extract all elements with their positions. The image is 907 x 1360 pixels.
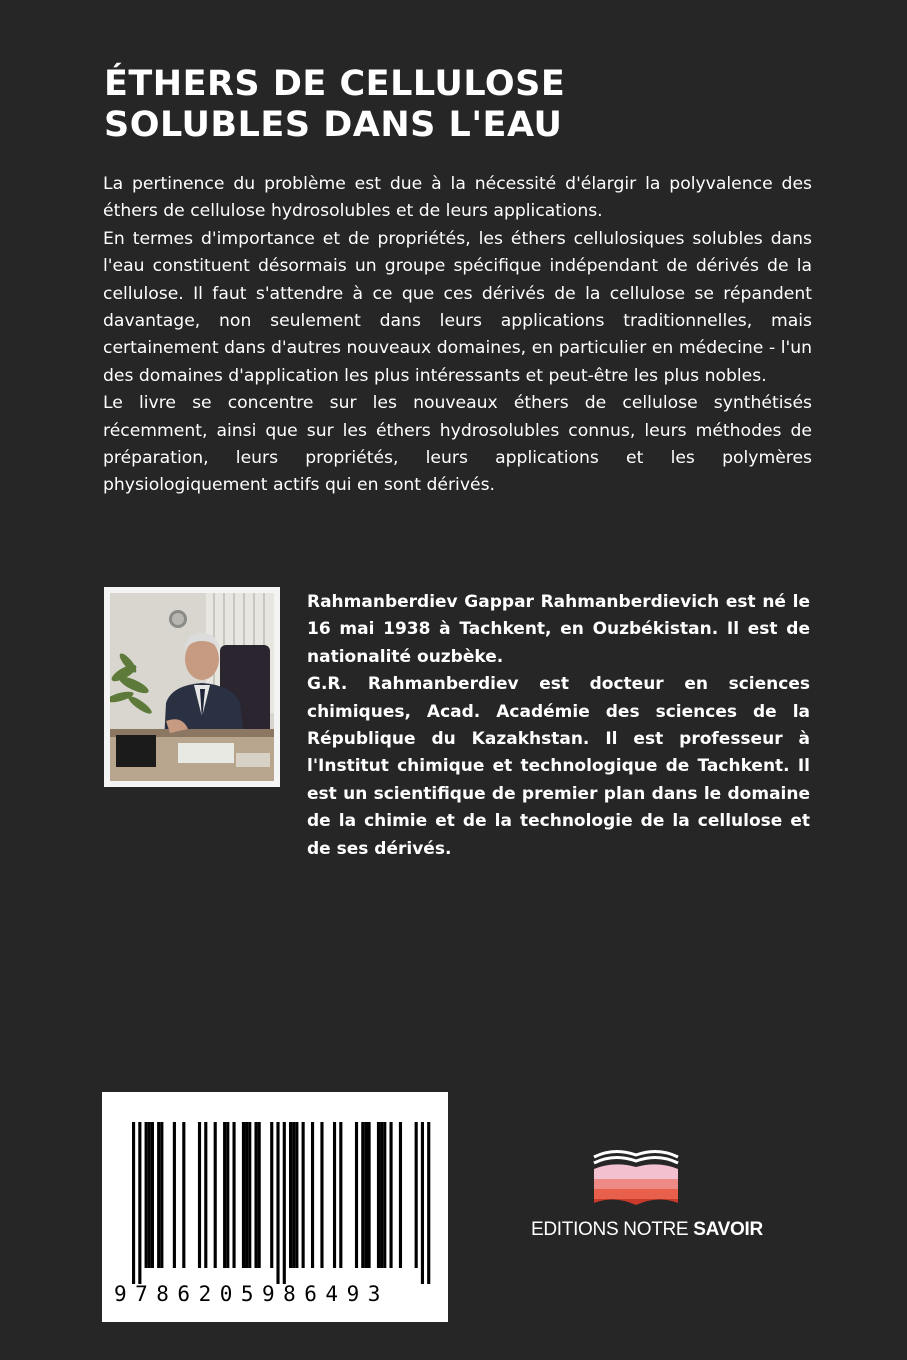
- barcode-bar: [248, 1122, 251, 1268]
- description-paragraph-3: Le livre se concentre sur les nouveaux éthers de cellulose synthétisés récemment, ainsi que sur les éthers hydrosolubles connus, leurs méthodes de préparation, leurs propriétés, leurs applications et les polymères physiologiquement actifs qui en sont dérivés.: [103, 393, 812, 496]
- isbn-number: 9786205986493: [114, 1282, 389, 1306]
- barcode-guard-bar: [138, 1122, 141, 1284]
- author-biography: [307, 589, 810, 863]
- book-title-line-2: SOLUBLES DANS L'EAU: [104, 105, 563, 145]
- barcode-bar: [245, 1122, 248, 1268]
- barcode-bar: [364, 1122, 367, 1268]
- barcode-bar: [415, 1122, 418, 1268]
- publisher-name-part-2: SAVOIR: [693, 1219, 763, 1240]
- isbn-barcode: [102, 1092, 448, 1322]
- barcode-bar: [270, 1122, 273, 1268]
- barcode-bar: [383, 1122, 386, 1268]
- description-paragraph-2: En termes d'importance et de propriétés, les éthers cellulosiques solubles dans l'eau constituent désormais un groupe spécifique indépendant de dérivés de la cellulose. Il faut s'attendre à ce que ces dérivés de la cellulose se répandent davantage, non seulement dans leurs applications traditionnelles, mais certainement dans d'autres nouveaux domaines, en particulier en médecine - l'un des domaines d'application les plus intéressants et peut-être les plus nobles.: [103, 228, 812, 386]
- barcode-bar: [157, 1122, 160, 1268]
- description-paragraph-1: La pertinence du problème est due à la nécessité d'élargir la polyvalence des éthers de cellulose hydrosolubles et de leurs applications.: [103, 174, 812, 222]
- logo-layer-1: [594, 1164, 678, 1179]
- barcode-bar: [160, 1122, 163, 1268]
- barcode-guard-bar: [283, 1122, 286, 1284]
- barcode-bar: [333, 1122, 336, 1268]
- logo-layer-4: [594, 1199, 678, 1205]
- barcode-bar: [361, 1122, 364, 1268]
- barcode-bar: [226, 1122, 229, 1268]
- book-title-line-1: ÉTHERS DE CELLULOSE: [104, 64, 566, 104]
- barcode-bar: [242, 1122, 245, 1268]
- barcode-bar: [254, 1122, 257, 1268]
- barcode-bar: [223, 1122, 226, 1268]
- author-photo: [104, 587, 280, 787]
- logo-layer-3: [594, 1189, 678, 1199]
- barcode-bar: [182, 1122, 185, 1268]
- barcode-bar: [258, 1122, 261, 1268]
- barcode-bar: [198, 1122, 201, 1268]
- barcode-bar: [389, 1122, 392, 1268]
- barcode-guard-bar: [421, 1122, 424, 1284]
- barcode-bar: [377, 1122, 380, 1268]
- barcode-bar: [399, 1122, 402, 1268]
- book-title: [104, 64, 824, 146]
- barcode-bar: [302, 1122, 305, 1268]
- barcode-bar: [214, 1122, 217, 1268]
- barcode-guard-bar: [427, 1122, 430, 1284]
- book-description: [103, 171, 812, 500]
- barcode-bar: [320, 1122, 323, 1268]
- barcode-bar: [148, 1122, 151, 1268]
- barcode-bar: [311, 1122, 314, 1268]
- barcode-bar: [339, 1122, 342, 1268]
- barcode-guard-bar: [132, 1122, 135, 1284]
- barcode-bar: [145, 1122, 148, 1268]
- biography-paragraph-1: Rahmanberdiev Gappar Rahmanberdievich est né le 16 mai 1938 à Tachkent, en Ouzbékistan. Il est de nationalité ouzbèke.: [307, 592, 810, 667]
- biography-paragraph-2: G.R. Rahmanberdiev est docteur en sciences chimiques, Acad. Académie des sciences de la République du Kazakhstan. Il est professeur à l'Institut chimique et technologique de Tachkent. Il est un scientifique de premier plan dans le domaine de la chimie et de la technologie de la cellulose et de ses dérivés.: [307, 674, 810, 859]
- barcode-bar: [368, 1122, 371, 1268]
- barcode-bar: [380, 1122, 383, 1268]
- publisher-name-part-1: EDITIONS NOTRE: [531, 1219, 694, 1240]
- author-portrait-image: [110, 593, 274, 781]
- barcode-bar: [295, 1122, 298, 1268]
- barcode-bar: [289, 1122, 292, 1268]
- publisher-name: [531, 1219, 761, 1241]
- barcode-bar: [151, 1122, 154, 1268]
- barcode-bar: [232, 1122, 235, 1268]
- open-book-icon: [592, 1143, 680, 1211]
- barcode-bar: [292, 1122, 295, 1268]
- logo-layer-2: [594, 1179, 678, 1189]
- barcode-bar: [204, 1122, 207, 1268]
- barcode-bar: [355, 1122, 358, 1268]
- barcode-guard-bar: [276, 1122, 279, 1284]
- barcode-bar: [173, 1122, 176, 1268]
